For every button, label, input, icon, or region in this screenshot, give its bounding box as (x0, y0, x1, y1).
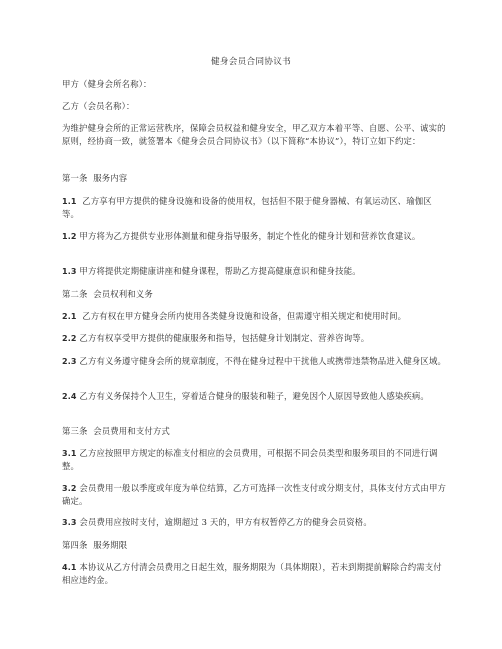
clause-number: 3.3 (62, 518, 77, 527)
clause-text: 乙方有权在甲方健身会所内使用各类健身设施和设备，但需遵守相关规定和使用时间。 (76, 311, 407, 321)
clause-number: 1.3 (62, 267, 77, 276)
clause-text: 会员费用应按时支付，逾期超过 3 天的，甲方有权暂停乙方的健身会员资格。 (76, 517, 372, 527)
clause-text: 乙方享有甲方提供的健身设施和设备的使用权，包括但不限于健身器械、有氧运动区、瑜伽区等。 (62, 196, 432, 219)
clause (62, 195, 447, 221)
clause-text: 乙方有权享受甲方提供的健康服务和指导，包括健身计划制定、营养咨询等。 (76, 333, 370, 343)
clause-text: 乙方有义务遵守健身会所的规章制度，不得在健身过程中干扰他人或携带违禁物品进入健身区域。 (76, 356, 447, 366)
clause-text: 乙方有义务保持个人卫生，穿着适合健身的服装和鞋子，避免因个人原因导致他人感染疾病。 (76, 391, 429, 401)
intro-paragraph: 为维护健身会所的正常运营秩序，保障会员权益和健身安全，甲乙双方本着平等、自愿、公平、诚实的原则，经协商一致，就签署本《健身会员合同协议书》（以下简称“本协议”），特订立如下约定： (62, 123, 446, 146)
clause (62, 332, 447, 345)
clause-number: 4.1 (62, 563, 77, 572)
clause-number: 2.2 (62, 334, 77, 343)
clause-number: 1.2 (62, 232, 77, 241)
clause (62, 230, 447, 243)
clause-text: 会员费用一般以季度或年度为单位结算，乙方可选择一次性支付或分期支付，具体支付方式由甲方确定。 (62, 483, 447, 506)
section-heading: 第三条 会员费用和支付方式 (62, 426, 170, 436)
section-heading: 第二条 会员权利和义务 (62, 289, 153, 299)
clause (62, 390, 447, 403)
clause (62, 516, 447, 529)
clause (62, 355, 447, 368)
document-title: 健身会员合同协议书 (210, 57, 292, 67)
clause-number: 3.1 (62, 449, 77, 458)
clause (62, 265, 447, 278)
clause-number: 1.1 (62, 197, 77, 206)
clause-text: 甲方将提供定期健康讲座和健身课程，帮助乙方提高健康意识和健身技能。 (76, 266, 361, 276)
party-a-line: 甲方（健身会所名称）： (62, 79, 152, 89)
section-heading: 第一条 服务内容 (62, 173, 128, 183)
clause-number: 2.3 (62, 357, 77, 366)
section-heading: 第四条 服务期限 (62, 540, 128, 550)
clause (62, 561, 447, 587)
clause-number: 2.1 (62, 312, 77, 321)
clause-text: 乙方应按照甲方规定的标准支付相应的会员费用，可根据不同会员类型和服务项目的不同进行调整。 (62, 448, 438, 471)
clause (62, 310, 447, 323)
clause (62, 482, 447, 508)
clause-number: 2.4 (62, 392, 77, 401)
clause-number: 3.2 (62, 484, 77, 493)
clause-text: 本协议从乙方付清会员费用之日起生效，服务期限为（具体期限），若未到期提前解除合约需支付相应违约金。 (62, 562, 442, 585)
clause (62, 447, 447, 473)
clause-text: 甲方将为乙方提供专业形体测量和健身指导服务，制定个性化的健身计划和营养饮食建议。 (76, 231, 421, 241)
party-b-line: 乙方（会员名称）： (62, 101, 135, 111)
